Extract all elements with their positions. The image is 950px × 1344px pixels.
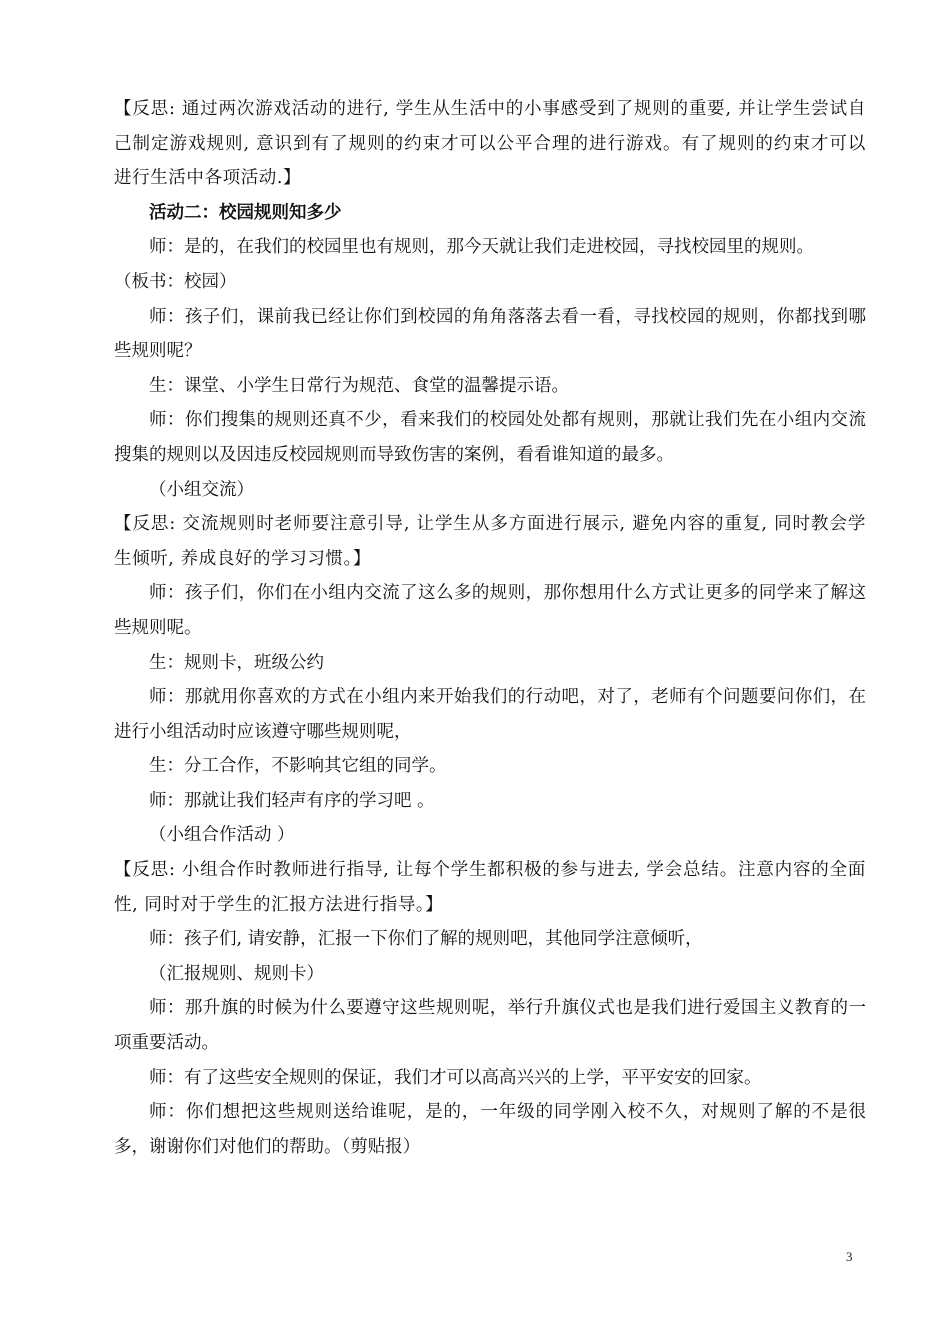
teacher-line: 师：孩子们, 请安静，汇报一下你们了解的规则吧，其他同学注意倾听， xyxy=(149,929,703,950)
teacher-line: 师：那就用你喜欢的方式在小组内来开始我们的行动吧，对了，老师有个问题要问你们，在进行小组活动时应该遵守哪些规则呢， xyxy=(114,687,866,742)
student-line: 生：分工合作，不影响其它组的同学。 xyxy=(149,756,447,777)
stage-direction: （小组交流） xyxy=(149,479,254,500)
teacher-line: 师：孩子们，你们在小组内交流了这么多的规则，那你想用什么方式让更多的同学来了解这些规则呢。 xyxy=(114,583,866,638)
document-body xyxy=(114,92,866,1164)
teacher-line: 师：有了这些安全规则的保证，我们才可以高高兴兴的上学，平平安安的回家。 xyxy=(149,1067,762,1088)
teacher-line: 师：那升旗的时候为什么要遵守这些规则呢，举行升旗仪式也是我们进行爱国主义教育的一项重要活动。 xyxy=(114,998,866,1054)
reflection-note: 【反思: 交流规则时老师要注意引导, 让学生从多方面进行展示, 避免内容的重复, 同时教会学生倾听, 养成良好的学习习惯。】 xyxy=(114,514,866,569)
teacher-line: 师：你们想把这些规则送给谁呢，是的，一年级的同学刚入校不久，对规则了解的不是很多，谢谢你们对他们的帮助。（剪贴报） xyxy=(114,1102,866,1157)
student-line: 生：课堂、小学生日常行为规范、食堂的温馨提示语。 xyxy=(149,375,569,396)
activity-heading: 活动二：校园规则知多少 xyxy=(149,202,342,223)
teacher-line: 师：你们搜集的规则还真不少，看来我们的校园处处都有规则，那就让我们先在小组内交流搜集的规则以及因违反校园规则而导致伤害的案例，看看谁知道的最多。 xyxy=(114,410,866,465)
reflection-note: 【反思: 小组合作时教师进行指导, 让每个学生都积极的参与进去, 学会总结。注意内容的全面性, 同时对于学生的汇报方法进行指导。】 xyxy=(114,860,866,915)
board-note: （板书：校园） xyxy=(114,271,237,292)
reflection-note: 【反思: 通过两次游戏活动的进行, 学生从生活中的小事感受到了规则的重要, 并让学生尝试自己制定游戏规则, 意识到有了规则的约束才可以公平合理的进行游戏。有了规则的约束才可以进行生活中各项活动.】 xyxy=(114,99,866,189)
student-line: 生：规则卡，班级公约 xyxy=(149,652,324,673)
page-number: 3 xyxy=(846,1249,853,1264)
teacher-line: 师：是的，在我们的校园里也有规则，那今天就让我们走进校园，寻找校园里的规则。 xyxy=(149,237,814,258)
stage-direction: （小组合作活动 ） xyxy=(149,825,295,846)
stage-direction: （汇报规则、规则卡） xyxy=(149,963,324,984)
teacher-line: 师：那就让我们轻声有序的学习吧 。 xyxy=(149,790,435,811)
teacher-line: 师：孩子们，课前我已经让你们到校园的角角落落去看一看，寻找校园的规则，你都找到哪些规则呢？ xyxy=(114,306,866,362)
